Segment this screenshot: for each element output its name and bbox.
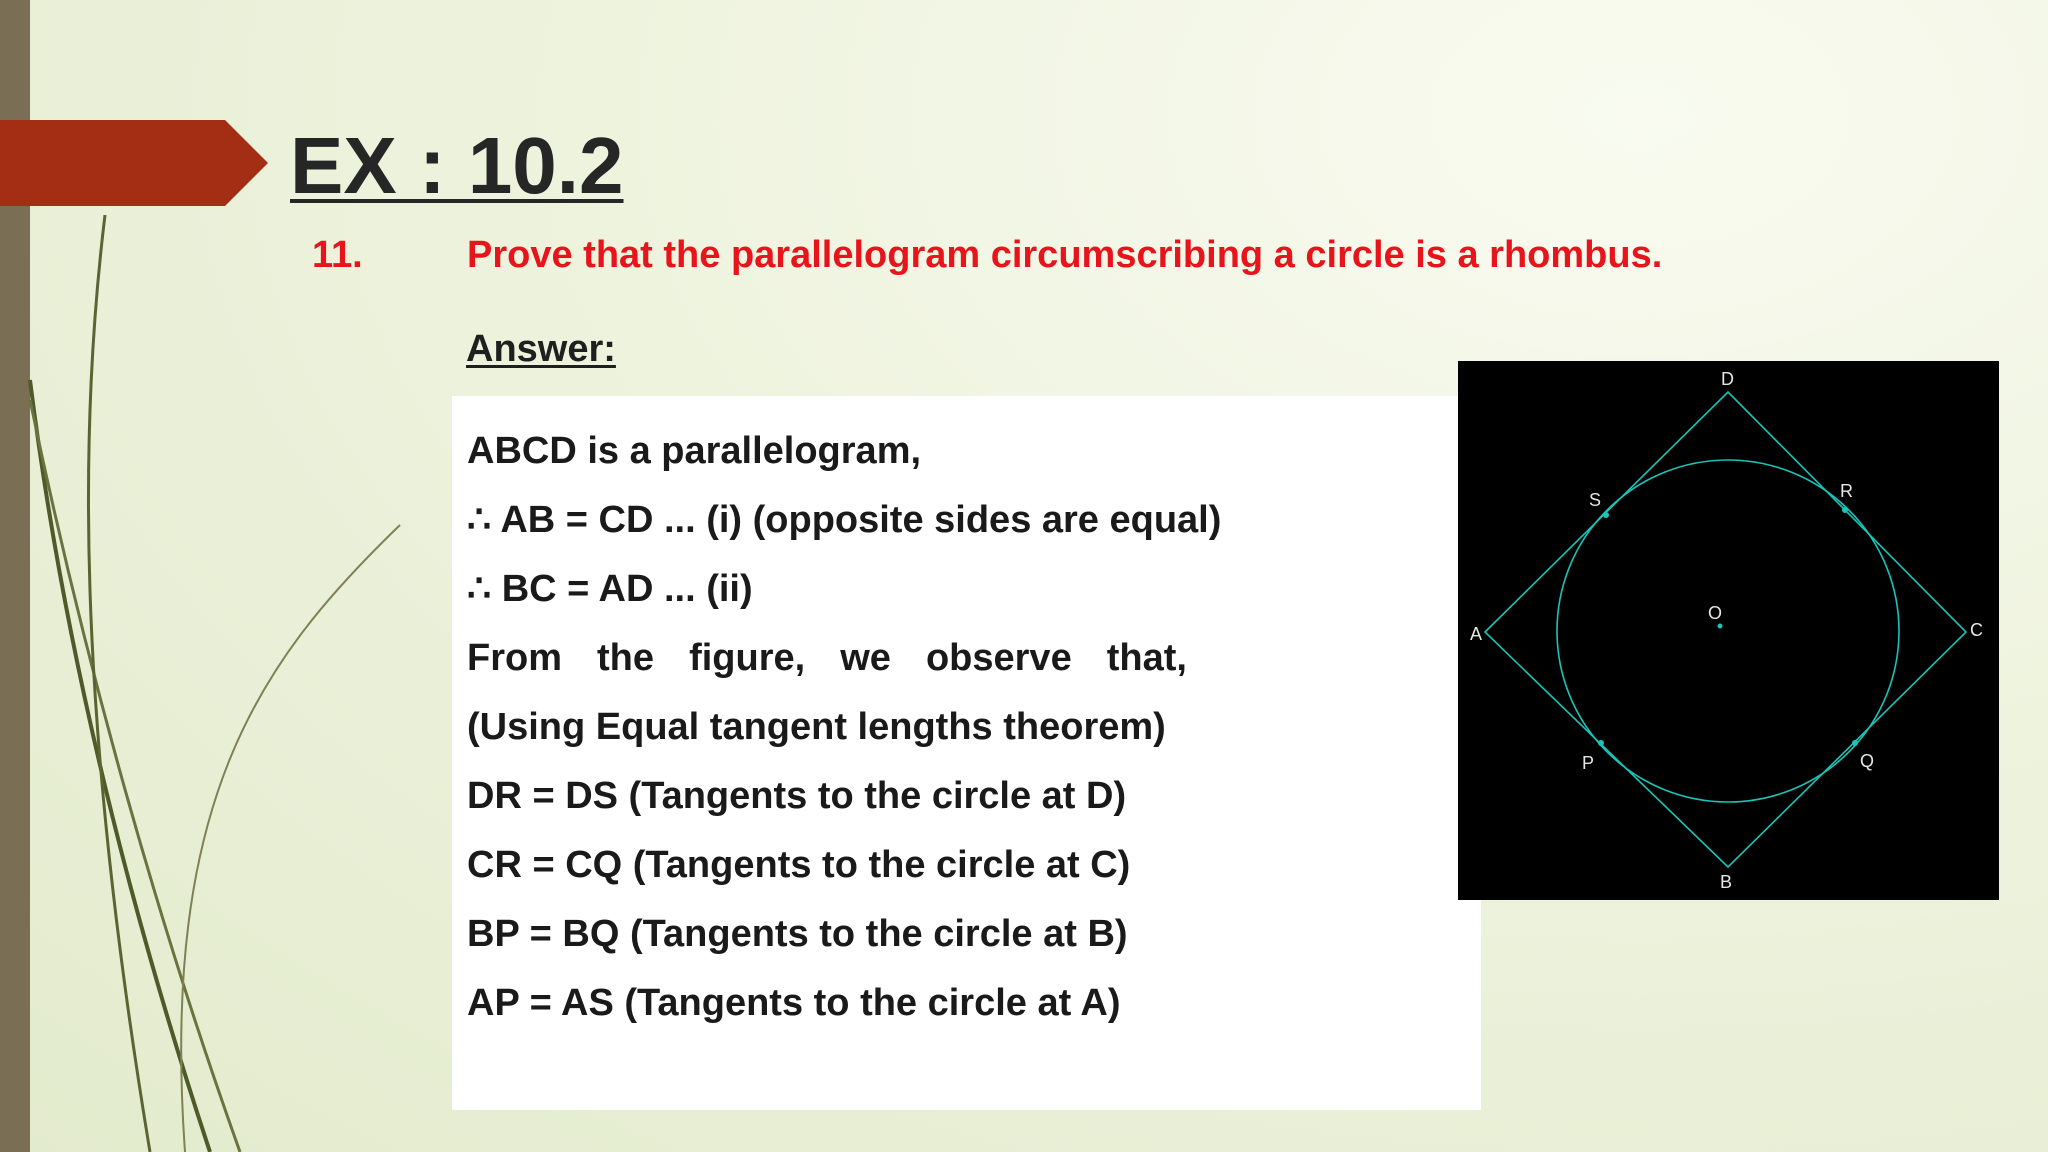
- answer-line-5: (Using Equal tangent lengths theorem): [467, 706, 1166, 748]
- geometry-figure: [1458, 361, 1999, 900]
- answer-line-4-word: From: [467, 637, 562, 679]
- answer-line-2: ∴ AB = CD ... (i) (opposite sides are equal): [467, 499, 1222, 541]
- question-text: Prove that the parallelogram circumscribing a circle is a rhombus.: [467, 234, 1663, 276]
- answer-line-4-word: figure,: [689, 637, 806, 679]
- title-arrow-shape: [0, 120, 268, 206]
- answer-line-4: [467, 631, 1187, 700]
- slide-title: EX : 10.2: [290, 121, 624, 210]
- label-r: R: [1840, 481, 1853, 501]
- answer-line-7: CR = CQ (Tangents to the circle at C): [467, 844, 1131, 886]
- answer-label: Answer:: [466, 328, 616, 370]
- answer-line-9: AP = AS (Tangents to the circle at A): [467, 982, 1121, 1024]
- label-d: D: [1721, 369, 1734, 389]
- answer-lines: [467, 424, 1222, 1045]
- answer-line-4-word: the: [597, 637, 655, 679]
- point-s: [1603, 512, 1609, 518]
- point-r: [1842, 507, 1848, 513]
- point-o: [1718, 624, 1723, 629]
- answer-line-1: ABCD is a parallelogram,: [467, 430, 922, 472]
- answer-line-6: DR = DS (Tangents to the circle at D): [467, 775, 1127, 817]
- label-o: O: [1708, 603, 1723, 623]
- label-q: Q: [1860, 751, 1875, 771]
- question-number: 11.: [312, 234, 363, 276]
- label-b: B: [1720, 872, 1733, 892]
- label-p: P: [1582, 753, 1595, 773]
- label-s: S: [1589, 490, 1602, 510]
- rhombus-circle-diagram: [1458, 361, 1999, 900]
- point-p: [1598, 740, 1604, 746]
- answer-line-4-word: that,: [1106, 637, 1187, 679]
- label-a: A: [1470, 624, 1483, 644]
- answer-line-3: ∴ BC = AD ... (ii): [467, 568, 753, 610]
- label-c: C: [1970, 620, 1983, 640]
- answer-line-4-word: we: [840, 637, 891, 679]
- answer-line-4-word: observe: [925, 637, 1072, 679]
- point-q: [1852, 740, 1858, 746]
- answer-line-8: BP = BQ (Tangents to the circle at B): [467, 913, 1128, 955]
